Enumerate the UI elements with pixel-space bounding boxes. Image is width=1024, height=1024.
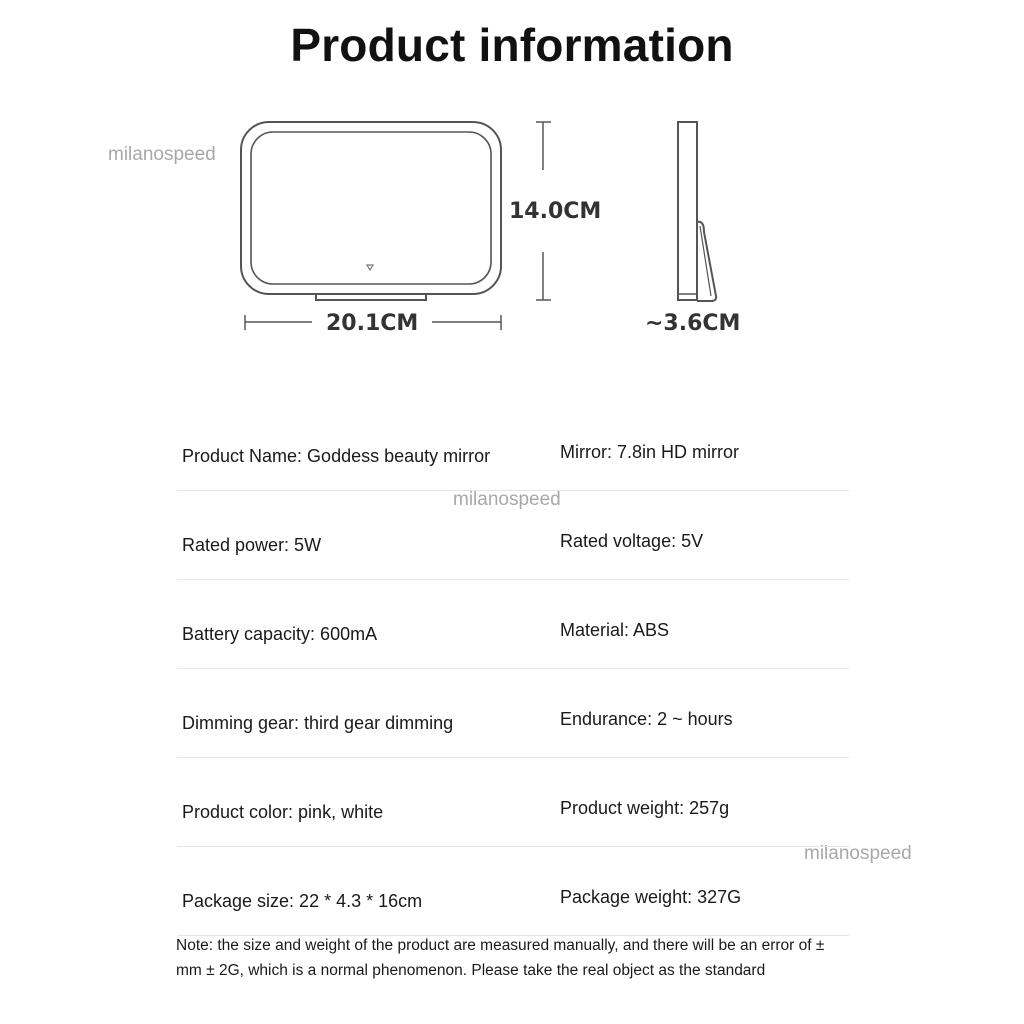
spec-package-size: Package size: 22 * 4.3 * 16cm xyxy=(182,891,423,911)
spec-table xyxy=(177,420,849,936)
product-dimension-diagram xyxy=(0,0,1024,360)
spec-rated-voltage: Rated voltage: 5V xyxy=(560,531,704,551)
watermark-text: milanospeed xyxy=(453,489,561,510)
watermark-text: milanospeed xyxy=(108,144,216,165)
page-title: Product information xyxy=(290,19,734,71)
spec-row xyxy=(177,669,849,758)
spec-product-name: Product Name: Goddess beauty mirror xyxy=(182,446,491,466)
width-dimension-label: 20.1CM xyxy=(326,311,419,336)
measurement-note: Note: the size and weight of the product are measured manually, and there will be an error of ± mm ± 2G, which is a normal phenomenon. Please take the real object as the standard xyxy=(176,937,825,979)
spec-material: Material: ABS xyxy=(560,620,670,640)
touch-sensor-icon xyxy=(367,265,373,270)
spec-battery-capacity: Battery capacity: 600mA xyxy=(182,624,378,644)
spec-rated-power: Rated power: 5W xyxy=(182,535,322,555)
spec-package-weight: Package weight: 327G xyxy=(560,887,742,907)
mirror-front-view xyxy=(241,122,501,300)
spec-row xyxy=(177,580,849,669)
spec-row xyxy=(177,758,849,847)
height-dimension-label: 14.0CM xyxy=(509,199,602,224)
mirror-side-view xyxy=(678,122,716,301)
spec-endurance: Endurance: 2 ~ hours xyxy=(560,709,733,729)
spec-row xyxy=(177,420,849,491)
spec-product-color: Product color: pink, white xyxy=(182,802,384,822)
depth-dimension-label: ~3.6CM xyxy=(645,311,741,336)
spec-product-weight: Product weight: 257g xyxy=(560,798,730,818)
spec-row xyxy=(177,847,849,936)
spec-row xyxy=(177,491,849,580)
spec-mirror: Mirror: 7.8in HD mirror xyxy=(560,442,740,462)
spec-dimming-gear: Dimming gear: third gear dimming xyxy=(182,713,454,733)
watermark-text: milanospeed xyxy=(804,843,912,864)
mirror-drawing xyxy=(0,0,1024,360)
